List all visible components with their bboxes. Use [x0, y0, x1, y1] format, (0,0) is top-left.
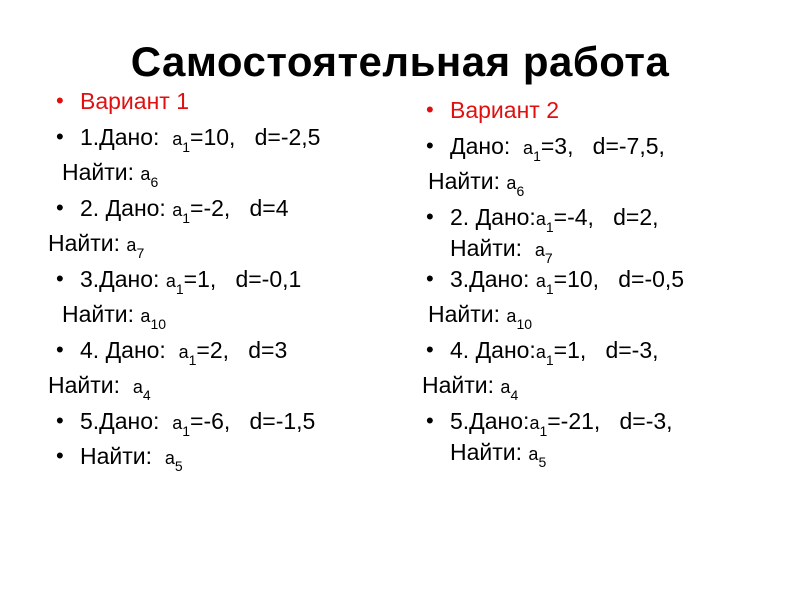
slide-title: Самостоятельная работа — [130, 38, 670, 85]
task-2-v2: • 2. $Дано:a_1=-4$, d=2, Найти: $a_7$ — [418, 204, 798, 266]
task-4-find-v2: Найти: $a_4$ — [422, 372, 519, 403]
task-5-v2: • $5.Дано:a_1=-21$, d=-3, Найти: $a_5$ — [418, 408, 798, 470]
task-5-given: • 5.Дано: $a_1=-6$, d=-1,5 — [48, 408, 428, 444]
task-4-find: Найти: $a_4$ — [48, 372, 151, 403]
task-3-given: • 3.Дано: $a_1=1$, d=-0,1 — [48, 266, 428, 302]
variant-2-column — [418, 97, 798, 470]
task-1-find: Найти: $a_6$ — [62, 159, 159, 190]
task-3-find: Найти: $a_{10}$ — [62, 301, 167, 332]
task-3-given-v2: • 3.Дано: $a_1=10$, d=-0,5 — [418, 266, 798, 302]
task-4-given: • 4. Дано: $a_1=2$, d=3 — [48, 337, 428, 373]
variant-1-column — [48, 88, 428, 479]
variant-1-heading: • Вариант 1 — [48, 88, 428, 124]
task-5-find: • Найти: $a_5$ — [48, 443, 428, 479]
task-2-given: • 2. Дано: $a_1=-2$, d=4 — [48, 195, 428, 231]
task-2-find: Найти: $a_7$ — [48, 230, 145, 261]
task-1-given-v2: • Дано: $a_1=3$, d=-7,5, — [418, 133, 798, 169]
task-1-find-v2: Найти: $a_6$ — [428, 168, 525, 199]
task-1-given: • 1.Дано: $a_1=10$, d=-2,5 — [48, 124, 428, 160]
task-3-find-v2: Найти: $a_{10}$ — [428, 301, 533, 332]
variant-2-heading: • Вариант 2 — [418, 97, 798, 133]
task-4-given-v2: • 4. $Дано:a_1=1$, d=-3, — [418, 337, 798, 373]
